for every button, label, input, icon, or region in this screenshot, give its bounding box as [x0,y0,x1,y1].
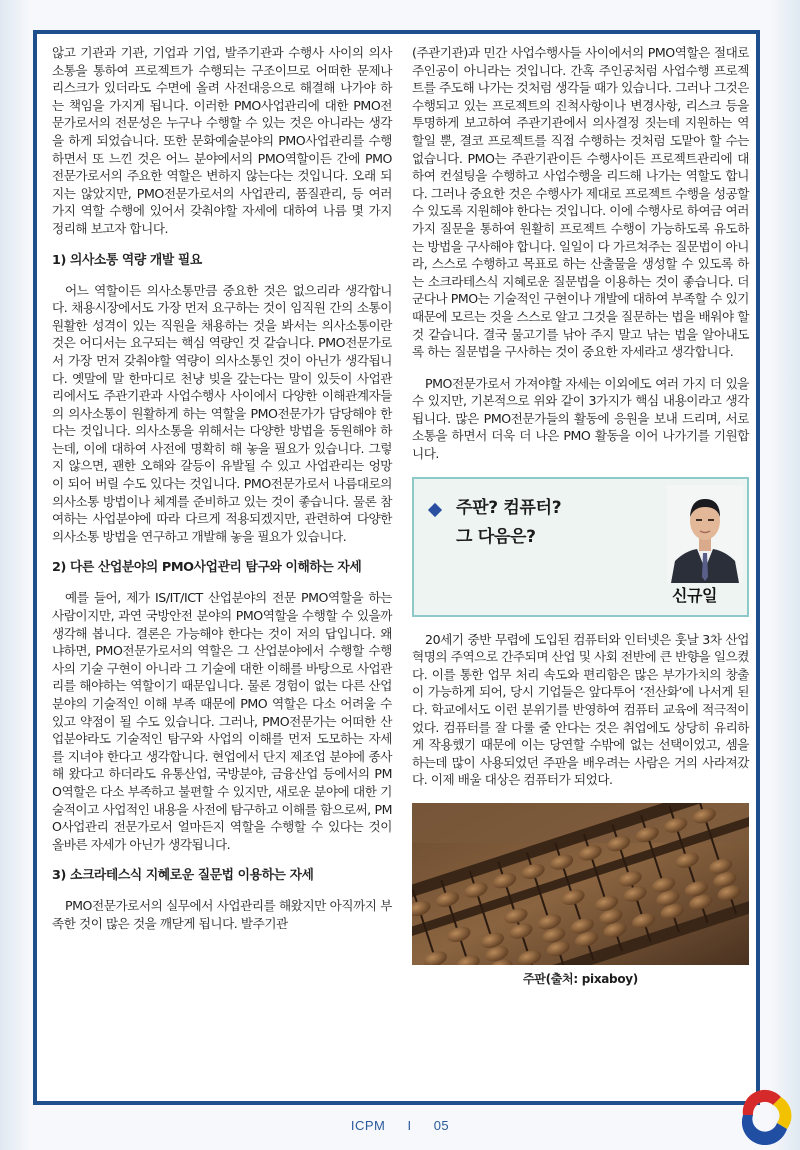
journal-name: ICPM [350,1118,386,1133]
next-article-title [456,494,656,552]
left-column [52,44,392,947]
section-2-paragraph: 예를 들어, 제가 IS/IT/ICT 산업분야의 전문 PMO역할을 하는 사람이지만, 과연 국방안전 분야의 PMO역할을 수행할 수 있을까 생각해 봅니다. 결론은 가능해야 한다는 것이 저의 답입니다. 왜냐하면, PMO전문가로서의 역할은 그 산업분야에서 수행할 수행사의 기술 구현이 아니라 그 기술에 대한 이해를 바탕으로 사업관리를 해야하는 역할이기 때문입니다. 물론 경험이 없는 다른 산업분야의 기술적인 이해 부족 때문에 PMO 역할은 다소 어려울 수 있고 약점이 될 수도 있습니다. 그러나, PMO전문가는 어떠한 산업분야라도 기술적인 탐구와 사업의 이해를 먼저 도모하는 자세를 지녀야 한다고 생각합니다. 현업에서 단지 제조업 분야에 종사해 왔다고 하더라도 유통산업, 국방분야, 금융산업 등에서의 PMO역할은 다소 부족하고 불편할 수 있지만, 새로운 분야에 대한 기술적이고 사업적인 내용을 사전에 탐구하고 이해를 함으로써, PMO사업관리 전문가로서 얼마든지 역할을 수행할 수 있다는 것이 올바른 자세가 아닌가 생각됩니다. [52,590,392,852]
author-name: 신규일 [672,585,718,605]
author-portrait [667,485,743,583]
section-1-paragraph: 어느 역할이든 의사소통만큼 중요한 것은 없으리라 생각합니다. 채용시장에서도 가장 먼저 요구하는 것이 임직원 간의 소통이 원활한 성격이 있는 직원을 채용하는 것을 봐서는 의사소통이란 것은 어디서는 요구되는 핵심 역량인 것 같습니다. PMO전문가로서 가장 먼저 갖춰야할 역량이 의사소통인 것이 아닌가 생각됩니다. 옛말에 말 한마디로 천냥 빚을 갚는다는 말이 있듯이 사업관리에서도 주관기관과 사업수행사 사이에서 다양한 이해관계자들의 의사소통이 원활하게 하는 역할을 PMO전문가가 담당해야 한다는 것입니다. 의사소통을 위해서는 다양한 방법을 동원해야 하는데, 이에 대하여 사전에 명확히 해 놓을 필요가 있습니다. 그렇지 않으면, 괜한 오해와 갈등이 유발될 수 있고 사업관리는 엉망이 되어 버릴 수도 있다는 것입니다. PMO전문가로서 나름대로의 의사소통 방법이나 체계를 준비하고 있는 것이 좋습니다. 물론 참여하는 사업분야에 따라 다르게 적용되겠지만, 관련하여 다양한 의사소통 방법을 연구하고 개발해 놓을 필요가 있습니다. [52,282,392,544]
next-article-paragraph: 20세기 중반 무렵에 도입된 컴퓨터와 인터넷은 훗날 3차 산업혁명의 주역으로 간주되며 산업 및 사회 전반에 큰 반향을 일으켰다. 이를 통한 업무 처리 속도와 편리함은 많은 부가가치의 창출이 가능하게 되어, 당시 기업들은 앞다투어 ‘전산화’에 나서게 된다. 학교에서도 이런 분위기를 반영하여 컴퓨터 교육에 적극적이었다. 컴퓨터를 잘 다룰 줄 안다는 것은 취업에도 상당히 유리하게 작용했기 때문에 이는 당연할 수밖에 없는 선택이었고, 셈을 하는데 많이 사용되었던 주판을 배우려는 사람은 거의 사라져갔다. 이제 배울 대상은 컴퓨터가 되었다. [412,631,749,788]
continued-paragraph: (주관기관)과 민간 사업수행사들 사이에서의 PMO역할은 절대로 주인공이 아니라는 것입니다. 간혹 주인공처럼 사업수행 프로젝트를 주도해 나가는 것처럼 생각들 때가 있습니다. 그러나 그것은 수행되고 있는 프로젝트의 진척사항이나 변경사항, 리스크 등을 투명하게 보고하여 주관기관에서 의사결정 짓는데 지원하는 역할일 뿐, 결코 프로젝트를 직접 수행하는 것처럼 도맡아 할 수는 없습니다. PMO는 주관기관이든 수행사이든 프로젝트관리에 대하여 컨설팅을 수행하고 사업수행을 리드해 나가는 역할도 합니다. 그러나 중요한 것은 수행사가 제대로 프로젝트 수행을 성공할 수 있도록 지원해야 한다는 것입니다. 이에 수행사로 하여금 여러 가지 질문을 통하여 원활히 프로젝트 수행이 가능하도록 유도하는 방법을 구사해야 합니다. 일일이 다 가르쳐주는 질문법이 아니라, 스스로 수행하고 목표로 하는 산출물을 생성할 수 있도록 하는 소크라테스식 지혜로운 질문법을 이용하는 것이 좋습니다. 더군다나 PMO는 기술적인 구현이나 개발에 대하여 부족할 수 있기 때문에 모르는 것을 스스로 알고 그것을 질문하는 법을 배워야 할 것 같습니다. 결국 물고기를 낚아 주지 말고 낚는 법을 알아내도록 하는 질문법을 구사하는 것이 중요한 자세라고 생각합니다. [412,45,749,360]
next-article-title-line-1: 주판? 컴퓨터? [456,497,562,518]
article-frame [33,30,760,1105]
section-3-paragraph: PMO전문가로서의 실무에서 사업관리를 해왔지만 아직까지 부족한 것이 많은 것을 깨닫게 됩니다. 발주기관 [52,898,392,931]
intro-paragraph: 않고 기관과 기관, 기업과 기업, 발주기관과 수행사 사이의 의사소통을 통하여 프로젝트가 수행되는 구조이므로 어떠한 문제나 리스크가 있더라도 수면에 올려 사전대응으로 해결해 나가야 하는 책임을 가지게 됩니다. 이러한 PMO사업관리에 대한 PMO전문가로서의 전문성은 누구나 수행할 수 있는 것은 아니라는 생각을 하게 되었습니다. 또한 문화예술분야의 PMO사업관리를 수행하면서 또 느낀 것은 어느 분야에서의 PMO역할이든 간에 PMO전문가로서의 주요한 역할은 변하지 않는다는 것입니다. 오래 되지는 않았지만, PMO전문가로서의 사업관리, 품질관리, 등 여러 가지 역할 수행에 있어서 갖춰야할 자세에 대하여 나름 몇 가지 정리해 보고자 합니다. [52,45,392,236]
photo-caption: 주판(출처: pixaboy) [522,972,638,986]
right-column [412,44,749,989]
page-number: 05 [433,1118,450,1133]
diamond-bullet-icon [428,503,442,517]
footer-divider: I [407,1118,412,1133]
section-heading-2: 2) 다른 산업분야의 PMO사업관리 탐구와 이해하는 자세 [52,560,362,576]
next-article-title-line-2: 그 다음은? [456,526,536,547]
publisher-logo-icon [735,1085,795,1145]
abacus-photo [412,803,749,965]
closing-paragraph: PMO전문가로서 가져야할 자세는 이외에도 여러 가지 더 있을 수 있지만, 기본적으로 위와 같이 3가지가 핵심 내용이라고 생각됩니다. 많은 PMO전문가들의 활동에 응원을 보내 드리며, 서로 소통을 하면서 더욱 더 나은 PMO 활동을 이어 나가기를 기원합니다. [412,375,749,462]
section-heading-3: 3) 소크라테스식 지혜로운 질문법 이용하는 자세 [52,868,314,884]
next-article-box [412,477,749,617]
section-heading-1: 1) 의사소통 역량 개발 필요 [52,252,202,268]
page-footer [0,1118,800,1133]
